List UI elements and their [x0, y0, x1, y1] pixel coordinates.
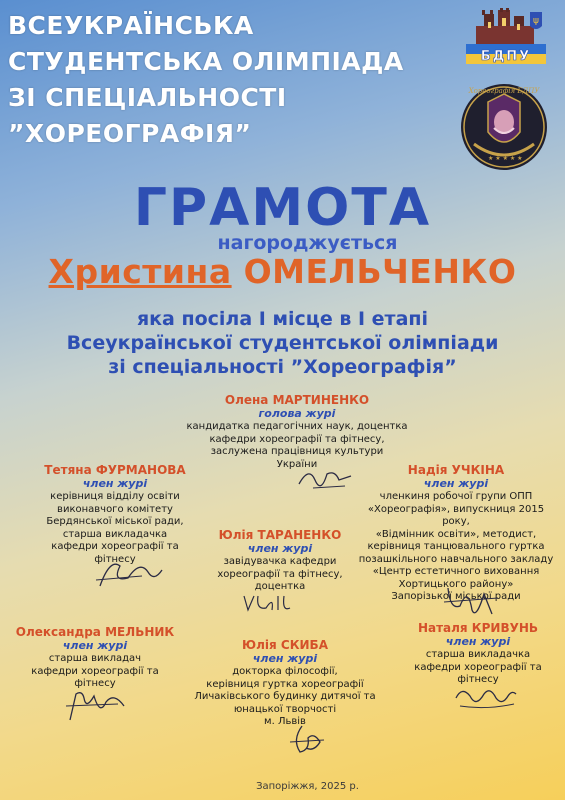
jury-member-skyba: [185, 638, 385, 729]
jury-role: член журі: [62, 639, 128, 652]
jury-member-taranenko: [195, 528, 365, 594]
signature-kryvun: [450, 680, 520, 716]
signature-furmanova: [90, 552, 166, 594]
jury-bio: старша викладач кафедри хореографії та фітнесу: [31, 653, 159, 689]
jury-name: Юлія СКИБА: [242, 638, 328, 652]
description-line-1: яка посіла І місце в І етапі: [136, 308, 429, 330]
jury-name: Тетяна ФУРМАНОВА: [44, 463, 186, 477]
winner-name: [0, 252, 565, 291]
jury-name: Надія УЧКІНА: [407, 463, 505, 477]
description-line-3: зі спеціальності ”Хореографія”: [108, 356, 457, 378]
jury-role: член журі: [82, 477, 148, 490]
jury-name: Олександра МЕЛЬНИК: [15, 625, 175, 639]
jury-member-melnyk: [0, 625, 190, 691]
title-line-3: ЗІ СПЕЦІАЛЬНОСТІ: [8, 83, 287, 112]
jury-name: Наталя КРИВУНЬ: [417, 621, 539, 635]
awarded-caption: нагороджується: [217, 232, 398, 254]
university-logo-text: БДПУ: [480, 49, 532, 64]
award-description: [0, 307, 565, 379]
jury-member-furmanova: [20, 463, 210, 566]
jury-member-kryvun: [388, 621, 565, 687]
jury-role: член журі: [445, 635, 511, 648]
jury-role: член журі: [247, 542, 313, 555]
winner-first-name: Христина: [48, 252, 232, 291]
jury-name: Юлія ТАРАНЕНКО: [218, 528, 342, 542]
jury-bio: завідувачка кафедри хореографії та фітнесу, доцентка: [217, 556, 343, 592]
certificate-title: ГРАМОТА: [133, 178, 432, 238]
svg-text:★ ★ ★ ★ ★: ★ ★ ★ ★ ★: [488, 155, 523, 162]
title-line-2: СТУДЕНТСЬКА ОЛІМПІАДА: [8, 47, 404, 76]
signature-martynenko: [295, 462, 355, 492]
title-line-1: ВСЕУКРАЇНСЬКА: [8, 11, 254, 40]
olympiad-title: [8, 8, 404, 152]
winner-last-name: ОМЕЛЬЧЕНКО: [243, 252, 517, 291]
jury-bio: членкиня робочої групи ОПП «Хореографія», випускниця 2015 року, «Відмінник освіти», методист, керівниця танцювального гуртка позашкільного навчального закладу «Центр естетичного виховання Хортицького району» Запорізької міської ради: [358, 491, 554, 602]
signature-uchkina: [440, 580, 502, 624]
jury-member-head: [172, 393, 422, 471]
description-line-2: Всеукраїнської студентської олімпіади: [66, 332, 499, 354]
choreography-emblem-text: Хореографія БДПУ: [468, 87, 540, 95]
place-and-date: Запоріжжя, 2025 р.: [256, 781, 359, 792]
svg-text:ψ: ψ: [533, 16, 539, 26]
jury-bio: старша викладачка кафедри хореографії та фітнесу: [414, 649, 542, 685]
choreography-emblem: [458, 82, 550, 172]
signature-skyba: [284, 722, 330, 758]
jury-bio: керівниця відділу освіти виконавчого комітету Бердянської міської ради, старша викладачка кафедри хореографії та фітнесу: [46, 491, 184, 565]
jury-bio: докторка філософії, керівниця гуртка хореографії Личаківського будинку дитячої та юнацької творчості м. Львів: [194, 666, 376, 727]
jury-role: член журі: [423, 477, 489, 490]
jury-name: Олена МАРТИНЕНКО: [224, 393, 370, 407]
jury-bio: кандидатка педагогічних наук, доцентка кафедри хореографії та фітнесу, заслужена працівниця культури України: [186, 421, 408, 470]
signature-taranenko: [240, 590, 294, 616]
jury-role: голова журі: [258, 407, 336, 420]
title-line-4: ”ХОРЕОГРАФІЯ”: [8, 119, 252, 148]
signature-melnyk: [62, 686, 132, 726]
university-logo: [462, 8, 550, 70]
jury-role: член журі: [252, 652, 318, 665]
